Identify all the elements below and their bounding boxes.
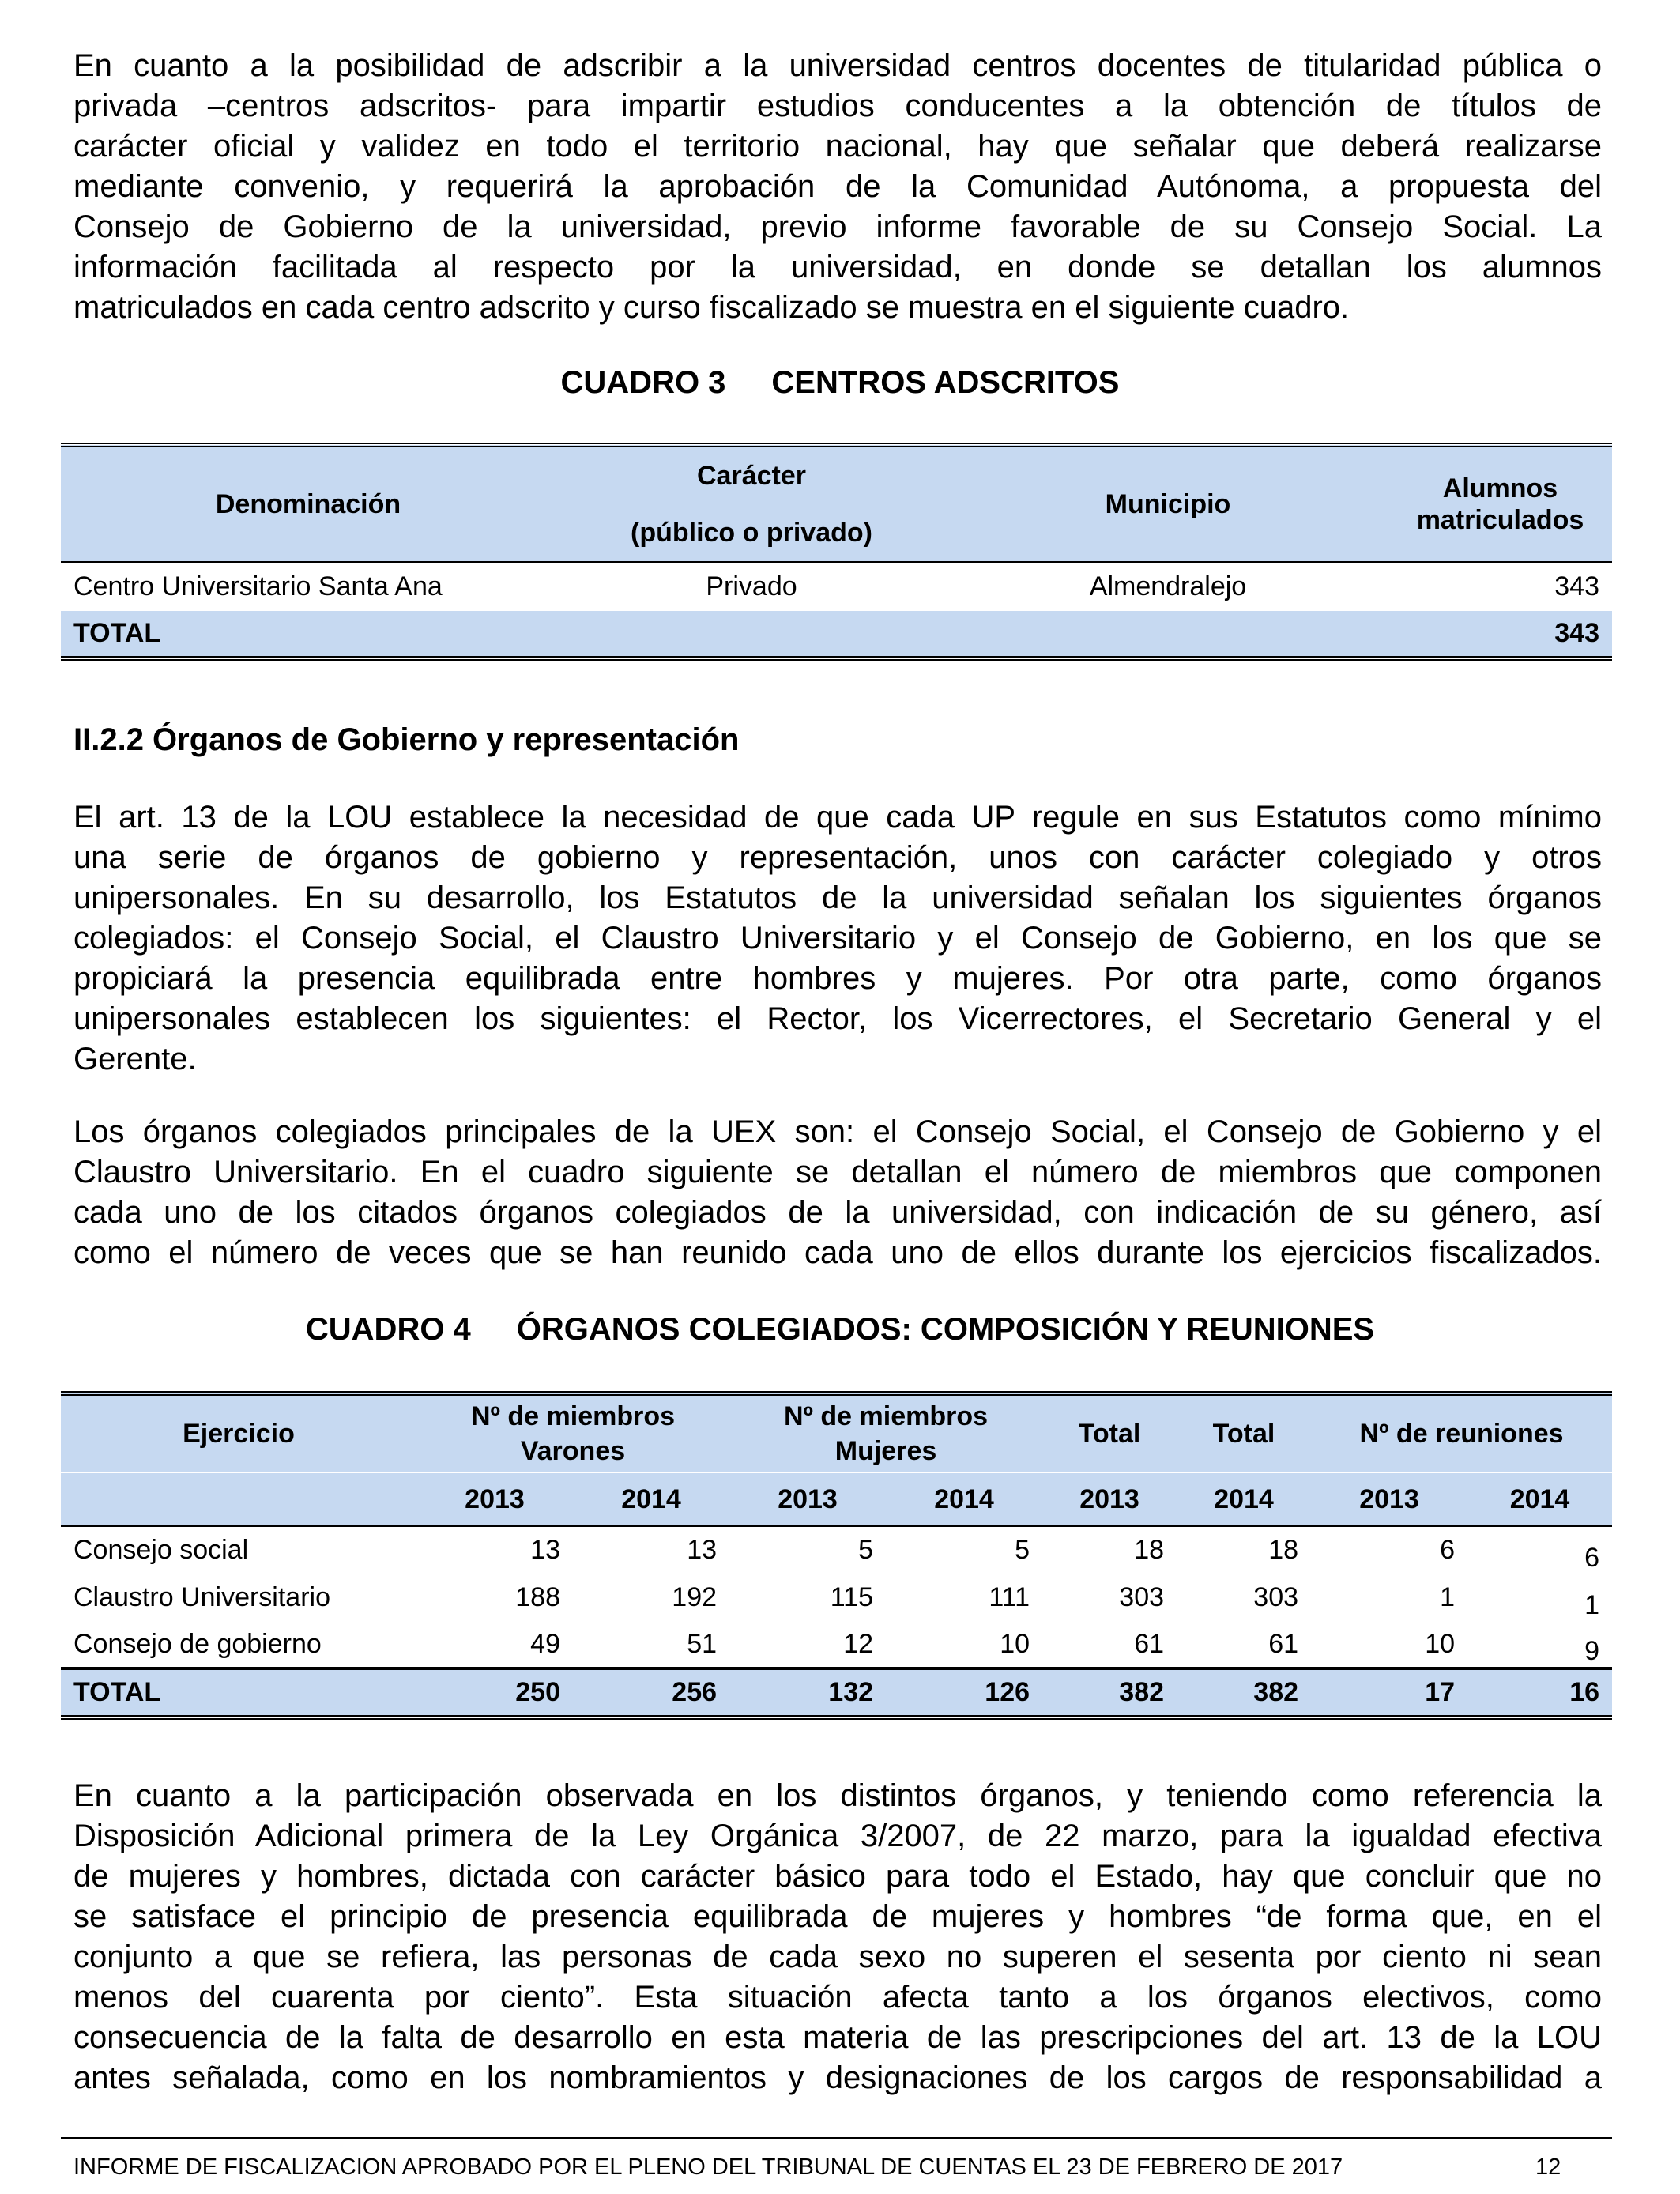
year-header: 2014: [621, 1483, 681, 1514]
year-header: 2013: [1079, 1483, 1139, 1514]
cell-municipio: Almendralejo: [1089, 571, 1247, 601]
cell-value: 5: [858, 1535, 874, 1565]
cell-value: 1: [1584, 1590, 1600, 1620]
year-header: 2014: [1509, 1483, 1570, 1514]
cell-value: 10: [1425, 1628, 1456, 1659]
column-header: [556, 445, 947, 562]
cell-value: 13: [530, 1535, 560, 1565]
text-line: Claustro Universitario. En el cuadro siguiente se detallan el número de miembros que componen: [73, 1155, 1602, 1189]
cuadro4-table: [61, 1391, 1612, 1720]
text-line: Consejo de Gobierno de la universidad, previo informe favorable de su Consejo Social. La: [73, 209, 1602, 244]
cell-value: 61: [1268, 1628, 1299, 1659]
table-header-row: [61, 445, 1612, 562]
table-row: [61, 1574, 1612, 1621]
cell-value: 303: [1119, 1581, 1165, 1612]
text-line: se satisface el principio de presencia equilibrada de mujeres y hombres “de forma que, en el: [73, 1899, 1602, 1934]
cuadro3-title: CENTROS ADSCRITOS: [771, 365, 1120, 400]
cuadro3-caption: [0, 365, 1680, 401]
table-row: [61, 1621, 1612, 1668]
paragraph-art13: [73, 797, 1602, 1080]
total-value: 382: [1177, 1668, 1311, 1717]
cell-value: 115: [830, 1581, 874, 1612]
total-value: 250: [416, 1668, 573, 1717]
header-line: Mujeres: [834, 1436, 937, 1466]
header-line: Nº de miembros: [784, 1401, 989, 1431]
cell-value: 192: [672, 1581, 718, 1612]
text-line: conjunto a que se refiera, las personas de cada sexo no superen el sesenta por ciento ni sean: [73, 1940, 1602, 1974]
cell-value: 18: [1134, 1535, 1165, 1565]
cell-denominacion: Centro Universitario Santa Ana: [73, 571, 443, 601]
column-header: [729, 1393, 1042, 1472]
row-label: Consejo social: [73, 1535, 249, 1565]
cell-value: 111: [989, 1581, 1030, 1612]
column-header: Nº de reuniones: [1359, 1418, 1564, 1449]
cell-value: 303: [1253, 1581, 1299, 1612]
cell-value: 13: [687, 1535, 718, 1565]
cell-value: 9: [1584, 1636, 1600, 1666]
header-line: Nº de miembros: [470, 1401, 676, 1431]
table-total-row: [61, 1668, 1612, 1717]
empty-cell: [61, 1472, 416, 1526]
table-total-row: [61, 611, 1612, 658]
table-row: [61, 562, 1612, 611]
table-header-row: [61, 1393, 1612, 1472]
column-header: Municipio: [947, 445, 1388, 562]
total-label: TOTAL: [61, 611, 556, 658]
total-value: 16: [1467, 1668, 1612, 1717]
paragraph-organos-colegiados: [73, 1112, 1602, 1273]
year-header: 2014: [934, 1483, 994, 1514]
cell-value: 18: [1268, 1535, 1299, 1565]
text-line: Gerente.: [73, 1042, 197, 1076]
text-line: como el número de veces que se han reunido cada uno de ellos durante los ejercicios fiscalizados.: [73, 1235, 1602, 1270]
row-label: Consejo de gobierno: [73, 1628, 322, 1659]
text-line: Disposición Adicional primera de la Ley Orgánica 3/2007, de 22 marzo, para la igualdad efectiva: [73, 1819, 1602, 1853]
text-line: unipersonales. En su desarrollo, los Estatutos de la universidad señalan los siguientes órganos: [73, 880, 1602, 915]
text-line: colegiados: el Consejo Social, el Claustro Universitario y el Consejo de Gobierno, en los que se: [73, 921, 1602, 956]
cuadro4-caption: [0, 1312, 1680, 1348]
total-value: 126: [886, 1668, 1042, 1717]
row-label: Claustro Universitario: [73, 1581, 330, 1612]
header-line: Carácter: [697, 461, 806, 491]
text-line: mediante convenio, y requerirá la aprobación de la Comunidad Autónoma, a propuesta del: [73, 169, 1602, 204]
table-row: [61, 1526, 1612, 1574]
cell-value: 61: [1134, 1628, 1165, 1659]
text-line: una serie de órganos de gobierno y representación, unos con carácter colegiado y otros: [73, 840, 1602, 875]
cell-value: 12: [843, 1628, 874, 1659]
text-line: carácter oficial y validez en todo el territorio nacional, hay que señalar que deberá realizarse: [73, 129, 1602, 164]
year-header: 2013: [465, 1483, 525, 1514]
cell-value: 6: [1584, 1543, 1600, 1573]
text-line: consecuencia de la falta de desarrollo en esta materia de las prescripciones del art. 13 de la LOU: [73, 2020, 1602, 2055]
text-line: En cuanto a la participación observada en los distintos órganos, y teniendo como referencia la: [73, 1778, 1602, 1813]
cuadro3-table: [61, 443, 1612, 661]
table-year-row: [61, 1472, 1612, 1526]
cuadro4-number: CUADRO 4: [305, 1312, 471, 1347]
cuadro4-title: ÓRGANOS COLEGIADOS: COMPOSICIÓN Y REUNIONES: [516, 1312, 1375, 1347]
total-alumnos: 343: [1388, 611, 1612, 658]
header-line: Alumnos: [1442, 473, 1558, 503]
cell-value: 49: [530, 1628, 560, 1659]
total-label: TOTAL: [61, 1668, 416, 1717]
year-header: 2013: [778, 1483, 838, 1514]
footer-divider: [61, 2137, 1612, 2139]
paragraph-centros-adscritos: [73, 46, 1602, 328]
text-line: cada uno de los citados órganos colegiados de la universidad, con indicación de su género, así: [73, 1195, 1602, 1230]
section-heading: II.2.2 Órganos de Gobierno y representación: [73, 722, 740, 757]
total-value: 132: [729, 1668, 886, 1717]
column-header: Total: [1078, 1418, 1141, 1449]
text-line: Los órganos colegiados principales de la UEX son: el Consejo Social, el Consejo de Gobierno y el: [73, 1114, 1602, 1149]
cell-caracter: Privado: [706, 571, 797, 601]
cell-value: 6: [1440, 1535, 1456, 1565]
header-line: Varones: [520, 1436, 626, 1466]
text-line: de mujeres y hombres, dictada con carácter básico para todo el Estado, hay que concluir que no: [73, 1859, 1602, 1894]
column-header: Denominación: [61, 445, 556, 562]
column-header: [416, 1393, 729, 1472]
cell-value: 188: [515, 1581, 560, 1612]
year-header: 2014: [1214, 1483, 1274, 1514]
year-header: 2013: [1359, 1483, 1419, 1514]
column-header: [1388, 445, 1612, 562]
header-line: (público o privado): [631, 518, 872, 548]
footer-text: INFORME DE FISCALIZACION APROBADO POR EL PLENO DEL TRIBUNAL DE CUENTAS EL 23 DE FEBRERO DE 2017: [73, 2154, 1343, 2180]
cell-alumnos: 343: [1554, 571, 1599, 601]
text-line: propiciará la presencia equilibrada entre hombres y mujeres. Por otra parte, como órganos: [73, 961, 1602, 996]
cuadro3-number: CUADRO 3: [560, 365, 726, 400]
cell-value: 1: [1440, 1581, 1456, 1612]
total-value: 256: [573, 1668, 729, 1717]
text-line: En cuanto a la posibilidad de adscribir a la universidad centros docentes de titularidad pública o: [73, 48, 1602, 83]
total-value: 382: [1042, 1668, 1177, 1717]
text-line: unipersonales establecen los siguientes: el Rector, los Vicerrectores, el Secretario General y el: [73, 1001, 1602, 1036]
text-line: menos del cuarenta por ciento”. Esta situación afecta tanto a los órganos electivos, como: [73, 1980, 1602, 2015]
cell-value: 10: [1000, 1628, 1030, 1659]
cell-value: 51: [687, 1628, 718, 1659]
empty-cell: [556, 611, 947, 658]
header-line: matriculados: [1416, 505, 1584, 535]
text-line: El art. 13 de la LOU establece la necesidad de que cada UP regule en sus Estatutos como mínimo: [73, 800, 1602, 835]
cell-value: 5: [1015, 1535, 1030, 1565]
text-line: antes señalada, como en los nombramientos y designaciones de los cargos de responsabilidad a: [73, 2060, 1602, 2095]
empty-cell: [947, 611, 1388, 658]
total-value: 17: [1311, 1668, 1467, 1717]
column-header: Total: [1212, 1418, 1275, 1449]
page-number: 12: [1535, 2154, 1561, 2180]
paragraph-participacion: [73, 1776, 1602, 2098]
text-line: información facilitada al respecto por la universidad, en donde se detallan los alumnos: [73, 250, 1602, 285]
text-line: privada –centros adscritos- para impartir estudios conducentes a la obtención de títulos de: [73, 89, 1602, 123]
text-line: matriculados en cada centro adscrito y curso fiscalizado se muestra en el siguiente cuadro.: [73, 290, 1350, 325]
column-header: Ejercicio: [183, 1418, 295, 1449]
